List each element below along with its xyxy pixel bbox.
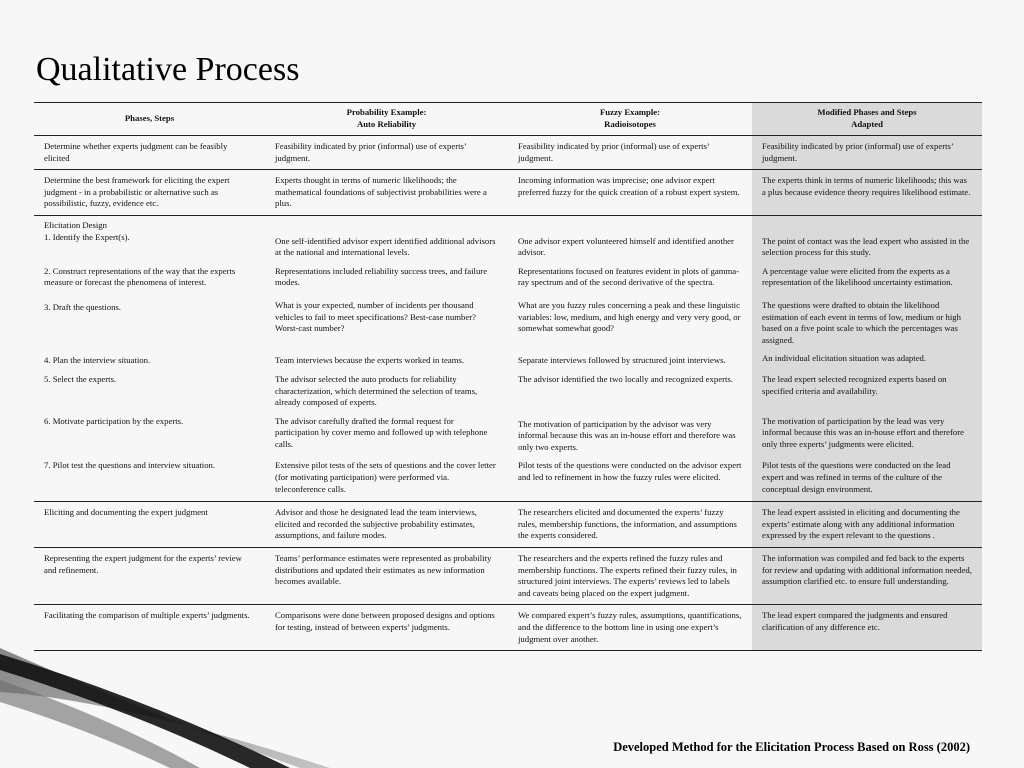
header-fuzzy: [508, 103, 752, 136]
step-cell: 5. Select the experts.: [44, 373, 117, 384]
design-step-row: [34, 456, 982, 501]
design-heading: Elicitation Design: [44, 219, 107, 230]
probability-cell: The advisor carefully drafted the formal request for participation by cover memo and followed up with telephone calls.: [275, 415, 488, 449]
design-step-row: [34, 349, 982, 370]
modified-cell: The questions were drafted to obtain the likelihood estimation of each event in terms of low, medium or high based on a five point scale to which the percentages was assigned.: [752, 292, 982, 349]
header-probability: [265, 103, 508, 136]
fuzzy-cell: Feasibility indicated by prior (informal) use of experts’ judgment.: [508, 136, 752, 170]
modified-cell: Pilot tests of the questions were conducted on the lead expert and was refined in terms of the culture of the conceptual design environment.: [752, 456, 982, 501]
probability-cell: What is your expected, number of incidents per thousand vehicles to fail to meet specifications? Best-case number? Worst-cast number?: [275, 299, 476, 334]
probability-cell: Teams’ performance estimates were represented as probability distributions and updated their estimates as new information becomes available.: [265, 548, 508, 605]
design-step-row: [34, 292, 982, 349]
modified-cell: The information was compiled and fed back to the experts for review and updating with additional information needed, assumption clarified etc. to ensure full understanding.: [752, 548, 982, 605]
table-header-row: [34, 103, 982, 136]
header-probability-line2: Auto Reliability: [356, 119, 417, 129]
header-probability-line1: Probability Example:: [346, 107, 427, 118]
modified-cell: The lead expert assisted in eliciting and documenting the experts’ estimate along with any additional information expressed by the expert relevant to the questions .: [752, 502, 982, 548]
step-cell: 7. Pilot test the questions and interview situation.: [34, 456, 265, 501]
step-cell: 4. Plan the interview situation.: [44, 355, 151, 366]
fuzzy-cell: What are you fuzzy rules concerning a peak and these linguistic variables: low, medium, and high energy and very very good, or somewhat somewhat good?: [518, 299, 741, 334]
probability-cell: Team interviews because the experts worked in teams.: [275, 355, 464, 366]
fuzzy-cell: One advisor expert volunteered himself and identified another advisor.: [518, 235, 734, 258]
empty-cell: [508, 215, 752, 231]
fuzzy-cell: Pilot tests of the questions were conducted on the advisor expert and led to refinement in how the fuzzy rules were elicited.: [508, 456, 752, 501]
probability-cell: One self-identified advisor expert identified additional advisors at the national and international levels.: [275, 235, 496, 258]
step-cell: 1. Identify the Expert(s).: [44, 231, 130, 242]
fuzzy-cell: The researchers elicited and documented the experts’ fuzzy rules, membership functions, the information, and assumptions the experts considered.: [508, 502, 752, 548]
modified-cell: The point of contact was the lead expert who assisted in the selection process for this study.: [752, 232, 982, 262]
probability-cell: Experts thought in terms of numeric likelihoods; the mathematical foundations of subjectivist probabilities were a plus.: [265, 170, 508, 216]
phase-cell: Eliciting and documenting the expert judgment: [34, 502, 265, 548]
fuzzy-cell: We compared expert’s fuzzy rules, assumptions, quantifications, and the difference to the bottom line in using one expert’s judgment over another.: [508, 605, 752, 651]
design-heading-row: [34, 215, 982, 231]
probability-cell: Advisor and those he designated lead the team interviews, elicited and recorded the subjective probability estimates, assumptions, and failure modes.: [265, 502, 508, 548]
header-fuzzy-line1: Fuzzy Example:: [599, 107, 661, 118]
decorative-swoosh: [0, 640, 330, 768]
modified-cell: The lead expert selected recognized experts based on specified criteria and availability.: [752, 370, 982, 412]
modified-cell: The lead expert compared the judgments and ensured clarification of any difference etc.: [752, 605, 982, 651]
table-row: [34, 136, 982, 170]
table-row: [34, 502, 982, 548]
modified-cell: Feasibility indicated by prior (informal) use of experts’ judgment.: [752, 136, 982, 170]
step-cell: 6. Motivate participation by the experts.: [44, 415, 184, 426]
step-cell: 3. Draft the questions.: [44, 301, 121, 312]
phase-cell: Determine the best framework for eliciting the expert judgment - in a probabilistic or alternative such as possibilistic, fuzzy, evidence etc.: [34, 170, 265, 216]
header-modified-line1: Modified Phases and Steps: [817, 107, 917, 118]
modified-cell: A percentage value were elicited from the experts as a representation of the likelihood uncertainty estimation.: [752, 262, 982, 292]
design-heading-cell: [34, 215, 265, 231]
header-phases: [34, 103, 265, 136]
step-cell: 2. Construct representations of the way that the experts measure or forecast the phenomena of interest.: [44, 265, 236, 288]
footer-caption: Developed Method for the Elicitation Process Based on Ross (2002): [613, 740, 970, 754]
header-fuzzy-line2: Radioisotopes: [604, 119, 656, 129]
probability-cell: Feasibility indicated by prior (informal) use of experts’ judgment.: [265, 136, 508, 170]
probability-cell: Representations included reliability success trees, and failure modes.: [275, 265, 488, 288]
design-step-row: [34, 370, 982, 412]
probability-cell: Comparisons were done between proposed designs and options for testing, instead of between experts’ judgments.: [265, 605, 508, 651]
design-step-row: [34, 232, 982, 262]
phase-cell: Facilitating the comparison of multiple experts’ judgments.: [34, 605, 265, 651]
design-step-row: [34, 262, 982, 292]
page-title: Qualitative Process: [36, 51, 300, 88]
header-modified: [752, 103, 982, 136]
table-row: [34, 548, 982, 605]
probability-cell: Extensive pilot tests of the sets of questions and the cover letter (for motivating participation) were performed via. teleconference calls.: [265, 456, 508, 501]
modified-cell: An individual elicitation situation was adapted.: [752, 349, 982, 370]
table-row: [34, 170, 982, 216]
phase-cell: Determine whether experts judgment can be feasibly elicited: [34, 136, 265, 170]
design-step-row: [34, 412, 982, 457]
modified-cell: The experts think in terms of numeric likelihoods; this was a plus because evidence theory requires likelihood estimate.: [752, 170, 982, 216]
phase-cell: Representing the expert judgment for the experts’ review and refinement.: [34, 548, 265, 605]
fuzzy-cell: Representations focused on features evident in plots of gamma-ray spectrum and of the second derivative of the spectra.: [518, 265, 739, 288]
fuzzy-cell: The researchers and the experts refined the fuzzy rules and membership functions. The experts refined their fuzzy rules, in structured joint interviews. The experts’ reviews led to labels and caveats being placed on the expert judgment.: [508, 548, 752, 605]
fuzzy-cell: Separate interviews followed by structured joint interviews.: [518, 355, 726, 366]
fuzzy-cell: The advisor identified the two locally and recognized experts.: [518, 373, 733, 384]
header-phases-label: Phases, Steps: [124, 113, 175, 124]
elicitation-process-table: [34, 102, 982, 651]
empty-cell: [752, 215, 982, 231]
fuzzy-cell: The motivation of participation by the advisor was very informal because this was an in-house effort and therefore was only two experts.: [518, 418, 736, 452]
header-modified-line2: Adapted: [851, 119, 883, 129]
fuzzy-cell: Incoming information was imprecise; one advisor expert preferred fuzzy for the quick creation of a robust expert system.: [508, 170, 752, 216]
empty-cell: [265, 215, 508, 231]
modified-cell: The motivation of participation by the lead was very informal because this was an in-house effort and therefore only three experts’ judgments were elicited.: [752, 412, 982, 457]
probability-cell: The advisor selected the auto products for reliability characterization, which determined the selection of teams, already composed of experts.: [275, 373, 478, 408]
